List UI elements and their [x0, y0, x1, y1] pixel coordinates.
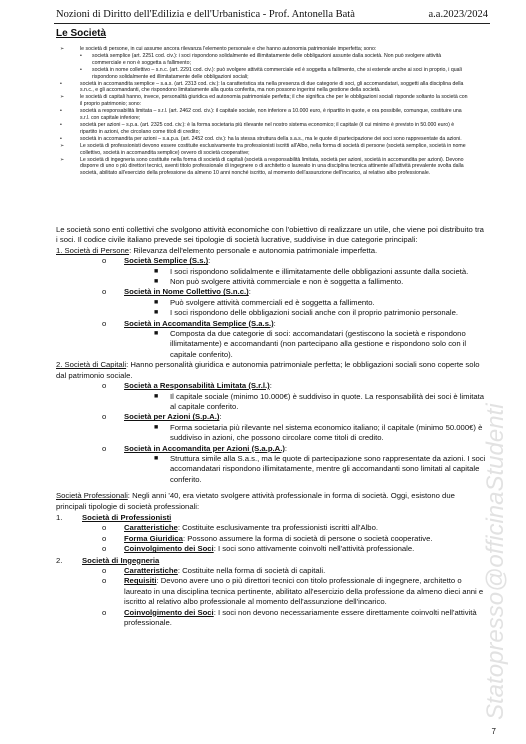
group-item	[56, 523, 486, 533]
circle-bullet-icon: o	[102, 381, 107, 391]
summary-item	[60, 81, 470, 95]
item-text: : Costituite nella forma di società di capitali.	[177, 566, 326, 575]
professionali-heading: Società Professionali	[56, 491, 128, 501]
company-type	[56, 412, 486, 422]
colon: :	[248, 287, 251, 297]
company-type-point	[56, 277, 486, 287]
company-type-point	[56, 454, 486, 485]
capitali-section	[56, 360, 486, 381]
professionali-list	[56, 513, 486, 628]
company-type	[56, 444, 486, 454]
persone-list	[56, 256, 486, 360]
professionali-section	[56, 491, 486, 512]
capitali-text: : Hanno personalità giuridica e autonomia patrimoniale perfetta; le obbligazioni sociali sono coperte solo dal patrimonio sociale.	[56, 360, 480, 380]
group-name: Società di Ingegneria	[82, 555, 160, 565]
circle-bullet-icon: o	[102, 443, 107, 453]
circle-bullet-icon: o	[102, 287, 107, 297]
dot-bullet-icon: •	[60, 80, 62, 87]
company-type-point	[56, 298, 486, 308]
point-text: Composta da due categorie di soci: accomandatari (gestiscono la società e rispondono illimitatamente) e accomandanti (non partecipano alla gestione e rispondono solo con il capitale conferito).	[170, 329, 467, 359]
circle-bullet-icon: o	[102, 533, 107, 543]
company-type-name: Società per Azioni (S.p.A.)	[124, 412, 220, 422]
square-bullet-icon: ■	[154, 267, 159, 275]
summary-item	[60, 122, 470, 136]
summary-text: Le società di ingegneria sono costituite nella forma di società di capitali (società a responsabilità limitata, società per azioni, società in accomandita per azioni). Devono disporre di uno o più direttori tecnici, aventi titolo professionale di ingegnere o di architetto o laureato in una disciplina tecnica attinente all'attività prevalente svolta dalla società, abilitato all'esercizio della professione da almeno 10 anni nonché iscritto, al momento dell'assunzione dell'incarico, al relativo albo professionale.	[80, 156, 464, 177]
professionali-text: : Negli anni '40, era vietato svolgere attività professionale in forma di società. Oggi, esistono due principali tipologie di società professionali:	[56, 491, 455, 511]
arrow-bullet-icon: ➢	[60, 94, 65, 101]
capitali-heading: 2. Società di Capitali	[56, 360, 127, 370]
group-item	[56, 534, 486, 544]
dot-bullet-icon: •	[60, 108, 62, 115]
company-type	[56, 287, 486, 297]
page-title: Le Società	[56, 28, 107, 39]
company-type-name: Società in Nome Collettivo (S.n.c.)	[124, 287, 249, 297]
company-type	[56, 256, 486, 266]
point-text: Forma societaria più rilevante nel sistema economico italiano; il capitale (minimo 50.000€) è suddiviso in azioni, che possono circolare come titoli di credito.	[170, 422, 483, 443]
main-body	[56, 225, 486, 628]
professional-group	[56, 556, 486, 566]
company-type	[56, 319, 486, 329]
company-type-name: Società in Accomandita per Azioni (S.a.p.A.)	[124, 443, 285, 453]
capitali-list	[56, 381, 486, 485]
circle-bullet-icon: o	[102, 523, 107, 533]
summary-item	[60, 53, 470, 67]
item-text: : Costituite esclusivamente tra professionisti iscritti all'Albo.	[177, 523, 378, 533]
item-label: Caratteristiche	[124, 566, 178, 575]
group-number: 2.	[56, 555, 63, 565]
company-type-point	[56, 329, 486, 360]
point-text: Il capitale sociale (minimo 10.000€) è suddiviso in quote. La responsabilità dei soci è limitata al capitale conferito.	[170, 391, 485, 411]
square-bullet-icon: ■	[154, 330, 159, 338]
header-year: a.a.2023/2024	[428, 9, 488, 20]
item-text: : I soci non devono necessariamente essere direttamente coinvolti nell'attività professionale.	[124, 607, 477, 628]
persone-section	[56, 246, 486, 256]
group-number: 1.	[56, 512, 63, 522]
summary-text: società semplice (art. 2251 cod. civ.): i soci rispondono solidalmente ed illimitatamente delle obbligazioni assunte dalla società. Non può svolgere attività commerciale e non è soggetta a fallimento;	[92, 52, 442, 66]
colon: :	[208, 256, 211, 266]
item-text: : Possono assumere la forma di società di persone o società cooperative.	[182, 533, 433, 543]
square-bullet-icon: ■	[154, 309, 159, 317]
colon: :	[273, 318, 276, 328]
summary-item	[60, 67, 470, 81]
square-bullet-icon: ■	[154, 278, 159, 286]
company-type-point	[56, 267, 486, 277]
item-label: Requisiti	[124, 576, 157, 586]
summary-item	[60, 157, 470, 178]
circle-bullet-icon: o	[102, 318, 107, 328]
colon: :	[284, 443, 288, 453]
dot-bullet-icon: •	[60, 121, 62, 128]
square-bullet-icon: ■	[154, 298, 159, 306]
square-bullet-icon: ■	[154, 423, 159, 431]
item-text: : I soci sono attivamente coinvolti nell'attività professionale.	[213, 544, 415, 554]
company-type-name: Società in Accomandita Semplice (S.a.s.)	[124, 318, 274, 328]
intro-paragraph: Le società sono enti collettivi che svolgono attività economiche con l'obiettivo di realizzare un utile, che viene poi distribuito tra i soci. Il codice civile italiano prevede sei tipologie di società lucrative, suddivise in due categorie principali:	[56, 225, 484, 245]
page-number: 7	[491, 727, 496, 736]
point-text: Struttura simile alla S.a.s., ma le quote di partecipazione sono rappresentate da azioni. I soci accomandatari rispondono illimitatamente, mentre gli accomandanti sono limitati al capitale conferito.	[170, 453, 486, 484]
header-title: Nozioni di Diritto dell'Edilizia e dell'Urbanistica - Prof. Antonella Batà	[56, 9, 355, 20]
item-label: Caratteristiche	[124, 523, 178, 533]
colon: :	[219, 412, 222, 422]
point-text: I soci rispondono solidalmente e illimitatamente delle obbligazioni assunte dalla società.	[170, 266, 469, 276]
persone-heading: 1. Società di Persone	[56, 245, 130, 255]
point-text: Può svolgere attività commerciali ed è soggetta a fallimento.	[170, 297, 375, 307]
company-type-point	[56, 308, 486, 318]
point-text: Non può svolgere attività commerciale e non è soggetta a fallimento.	[170, 277, 404, 287]
company-type-name: Società Semplice (S.s.)	[124, 256, 209, 266]
summary-text: società per azioni – s.p.a. (art. 2325 cod. civ.): è la forma societaria più rilevante nel nostro sistema economico; il capitale (il cui minimo è previsto in 50.000 euro) è ripartito in azioni, che circolano come titoli di credito;	[80, 121, 455, 135]
summary-text: Le società di professionisti devono essere costituite esclusivamente tra professionisti iscritti all'Albo, nella forma di società di persone (società semplice, società in nome collettivo, società in accomandita semplice) ovvero di società cooperative;	[80, 142, 466, 156]
item-label: Coinvolgimento dei Soci	[124, 544, 214, 554]
dot-bullet-icon: •	[60, 135, 62, 142]
circle-bullet-icon: o	[102, 607, 107, 617]
item-text: : Devono avere uno o più direttori tecnici con titolo professionale di ingegnere, architetto o laureato in una disciplina tecnica pertinente, abilitato all'esercizio della professione da almeno dieci anni e iscritto al relativo albo professionale al momento dell'assunzione dell'incarico.	[124, 576, 484, 607]
item-label: Forma Giuridica	[124, 533, 183, 543]
company-type-point	[56, 423, 486, 444]
summary-item	[60, 108, 470, 122]
item-label: Coinvolgimento dei Soci	[124, 607, 214, 617]
square-bullet-icon: ■	[154, 454, 159, 462]
group-item	[56, 566, 486, 576]
company-type-point	[56, 392, 486, 413]
summary-text: le società di capitali hanno, invece, personalità giuridica ed autonomia patrimoniale perfetta; il che significa che per le obbligazioni sociali risponde soltanto la società con il proprio patrimonio; sono:	[80, 94, 468, 108]
point-text: I soci rispondono delle obbligazioni sociali anche con il proprio patrimonio personale.	[170, 308, 459, 318]
summary-text: società a responsabilità limitata – s.r.l. (art. 2462 cod. civ.): il capitale sociale, non inferiore a 10.000 euro, è ripartito in quote, e ora possibile, comunque, costituire una s.r.l. con capitale inferiore;	[80, 108, 462, 122]
circle-bullet-icon: o	[102, 544, 107, 554]
colon: :	[269, 381, 272, 391]
header-divider	[54, 23, 490, 24]
group-item	[56, 544, 486, 554]
summary-item	[60, 143, 470, 157]
summary-text: le società di persone, in cui assume ancora rilevanza l'elemento personale e che hanno autonomia patrimoniale imperfetta; sono:	[80, 46, 377, 52]
circle-bullet-icon: o	[102, 566, 107, 575]
company-type	[56, 381, 486, 391]
arrow-bullet-icon: ➢	[60, 156, 65, 163]
persone-text: : Rilevanza dell'elemento personale e autonomia patrimoniale imperfetta.	[129, 245, 378, 255]
summary-text: società in accomandita per azioni – s.a.p.a. (art. 2452 cod. civ.): ha la stessa struttura della s.a.s., ma le quote di partecipazione dei soci sono rappresentate da azioni.	[80, 135, 462, 142]
group-item	[56, 576, 486, 607]
square-bullet-icon: ■	[154, 392, 159, 400]
summary-text: società in accomandita semplice – s.a.s. (art. 2313 cod. civ.): la caratteristica sta nella presenza di due categorie di soci, gli accomandatari, soggetti alla disciplina della s.n.c., e gli accomandanti, che rispondono limitatamente alla quota conferita, ma non possono ingerirsi nella gestione della società.	[80, 80, 464, 94]
circle-bullet-icon: o	[102, 412, 107, 422]
summary-text: società in nome collettivo – s.n.c. (art. 2291 cod. civ.): può svolgere attività commerciale ed è soggetta a fallimento, che si estende anche ai soci in proprio, i quali rispondono solidalmente ed illimitatamente delle obbligazioni sociali;	[92, 66, 462, 80]
watermark: Statopresso@officinaStudenti	[482, 403, 509, 720]
circle-bullet-icon: o	[102, 256, 107, 266]
company-type-name: Società a Responsabilità Limitata (S.r.l.)	[124, 381, 270, 391]
summary-block	[60, 46, 470, 177]
summary-item	[60, 136, 470, 143]
group-item	[56, 608, 486, 629]
arrow-bullet-icon: ➢	[60, 142, 65, 149]
arrow-bullet-icon: ➢	[60, 46, 65, 52]
summary-item	[60, 94, 470, 108]
summary-item	[60, 46, 470, 53]
professional-group	[56, 513, 486, 523]
group-name: Società di Professionisti	[82, 512, 172, 522]
circle-bullet-icon: o	[102, 576, 107, 586]
dot-bullet-icon: •	[80, 66, 82, 73]
dot-bullet-icon: •	[80, 52, 82, 59]
